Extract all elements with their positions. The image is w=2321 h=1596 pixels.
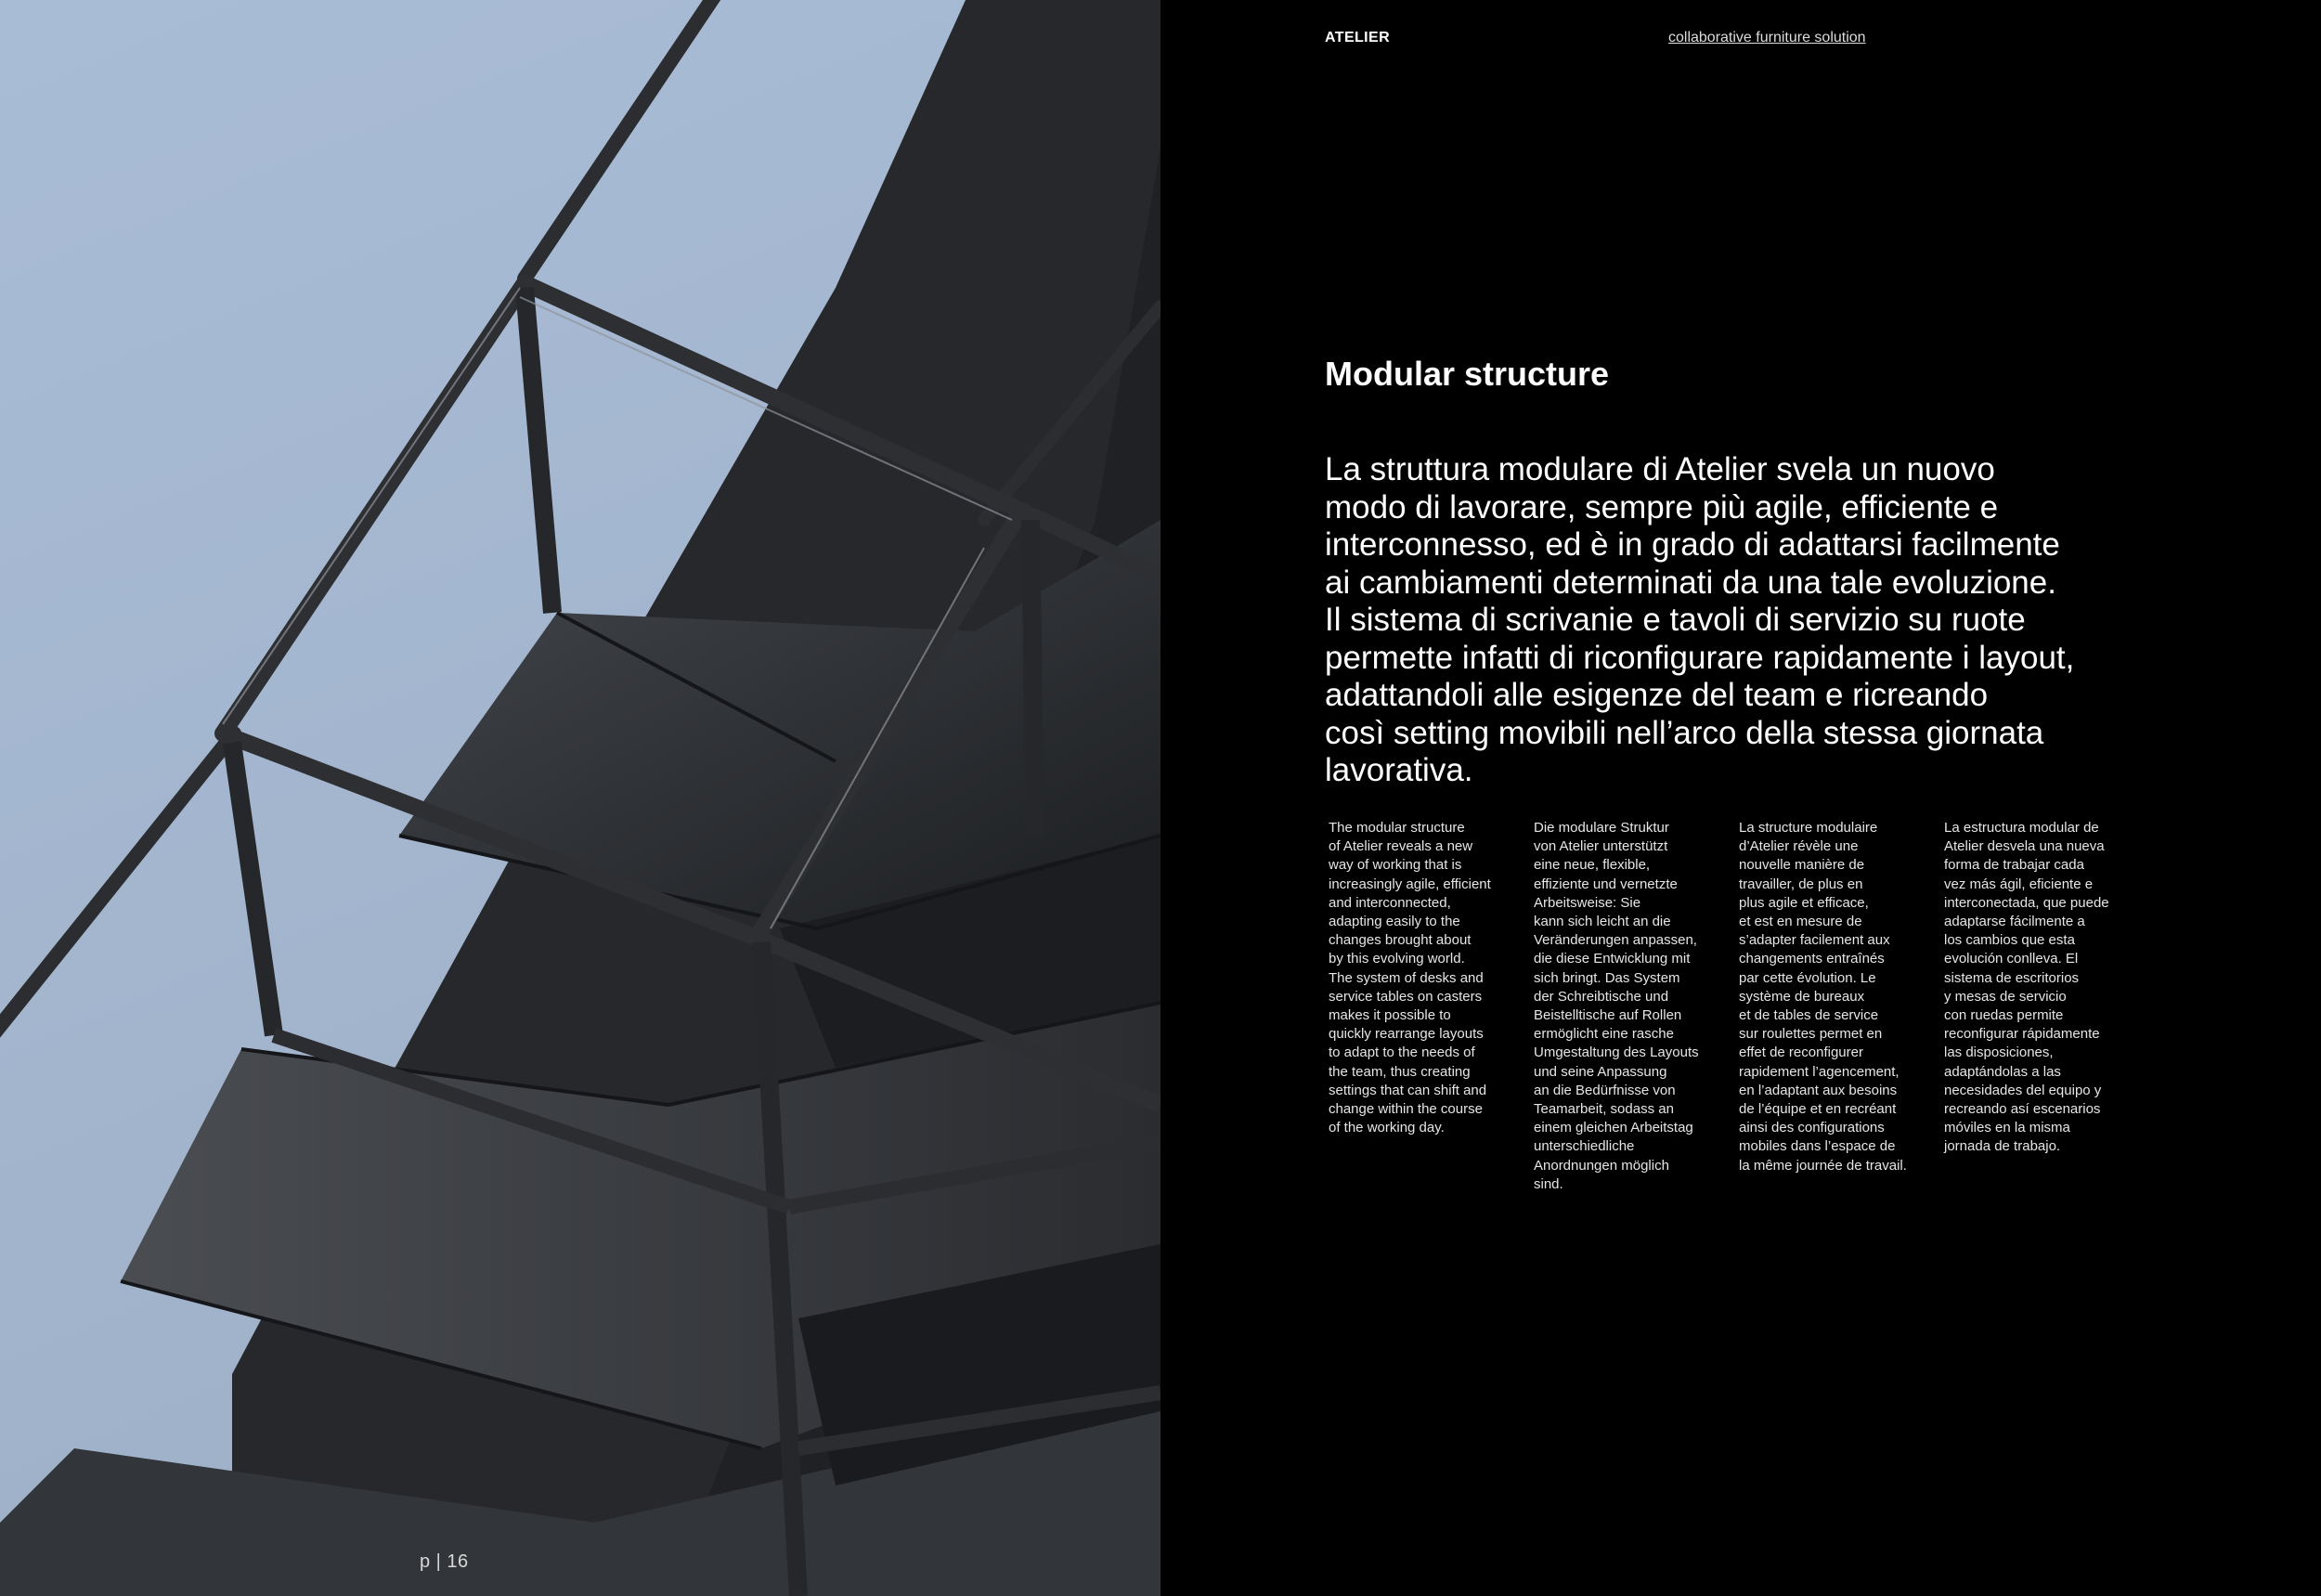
column-english: The modular structure of Atelier reveals a new way of working that is increasingly agile, efficient and interconnected, adapting easily to the changes brought about by this evolving world. The system of desks and service tables on casters makes it possible to quickly rearrange layouts to adapt to the needs of the team, thus creating settings that can shift and change within the course of the working day. (1329, 820, 1491, 1136)
lead-paragraph-italian: La struttura modulare di Atelier svela un nuovo modo di lavorare, sempre più agile, efficiente e interconnesso, ed è in grado di adattarsi facilmente ai cambiamenti determinati da una tale evoluzione. Il sistema di scrivanie e tavoli di servizio su ruote permette infatti di riconfigurare rapidamente i layout, adattandoli alle esigenze del team e ricreando così setting movibili nell’arco della stessa giornata lavorativa. (1325, 451, 2075, 788)
tagline-link[interactable]: collaborative furniture solution (1668, 30, 1866, 45)
column-spanish: La estructura modular de Atelier desvela una nueva forma de trabajar cada vez más ágil, eficiente e interconectada, que puede adaptarse fácilmente a los cambios que esta evolución conlleva. El sistema de escritorios y mesas de servicio con ruedas permite reconfigurar rápidamente las disposiciones, adaptándolas a las necesidades del equipo y recreando así escenarios móviles en la misma jornada de trabajo. (1944, 820, 2109, 1155)
modular-furniture-render (0, 0, 1160, 1596)
page-number: p | 16 (420, 1551, 469, 1572)
section-title: Modular structure (1325, 355, 1610, 393)
brand-label: ATELIER (1325, 30, 1391, 45)
column-french: La structure modulaire d’Atelier révèle une nouvelle manière de travailler, de plus en plus agile et efficace, et est en mesure de s’adapter facilement aux changements entraînés par cette évolution. Le système de bureaux et de tables de service sur roulettes permet en effet de reconfigurer rapidement l’agencement, en l’adaptant aux besoins de l’équipe et en recréant ainsi des configurations mobiles dans l’espace de la même journée de travail. (1739, 820, 1907, 1174)
product-photo (0, 0, 1160, 1596)
text-page (1160, 0, 2321, 1596)
column-german: Die modulare Struktur von Atelier unterstützt eine neue, flexible, effiziente und vernetzte Arbeitsweise: Sie kann sich leicht an die Veränderungen anpassen, die diese Entwicklung mit sich bringt. Das System der Schreibtische und Beistelltische auf Rollen ermöglicht eine rasche Umgestaltung des Layouts und seine Anpassung an die Bedürfnisse von Teamarbeit, sodass an einem gleichen Arbeitstag unterschiedliche Anordnungen möglich sind. (1534, 820, 1699, 1192)
